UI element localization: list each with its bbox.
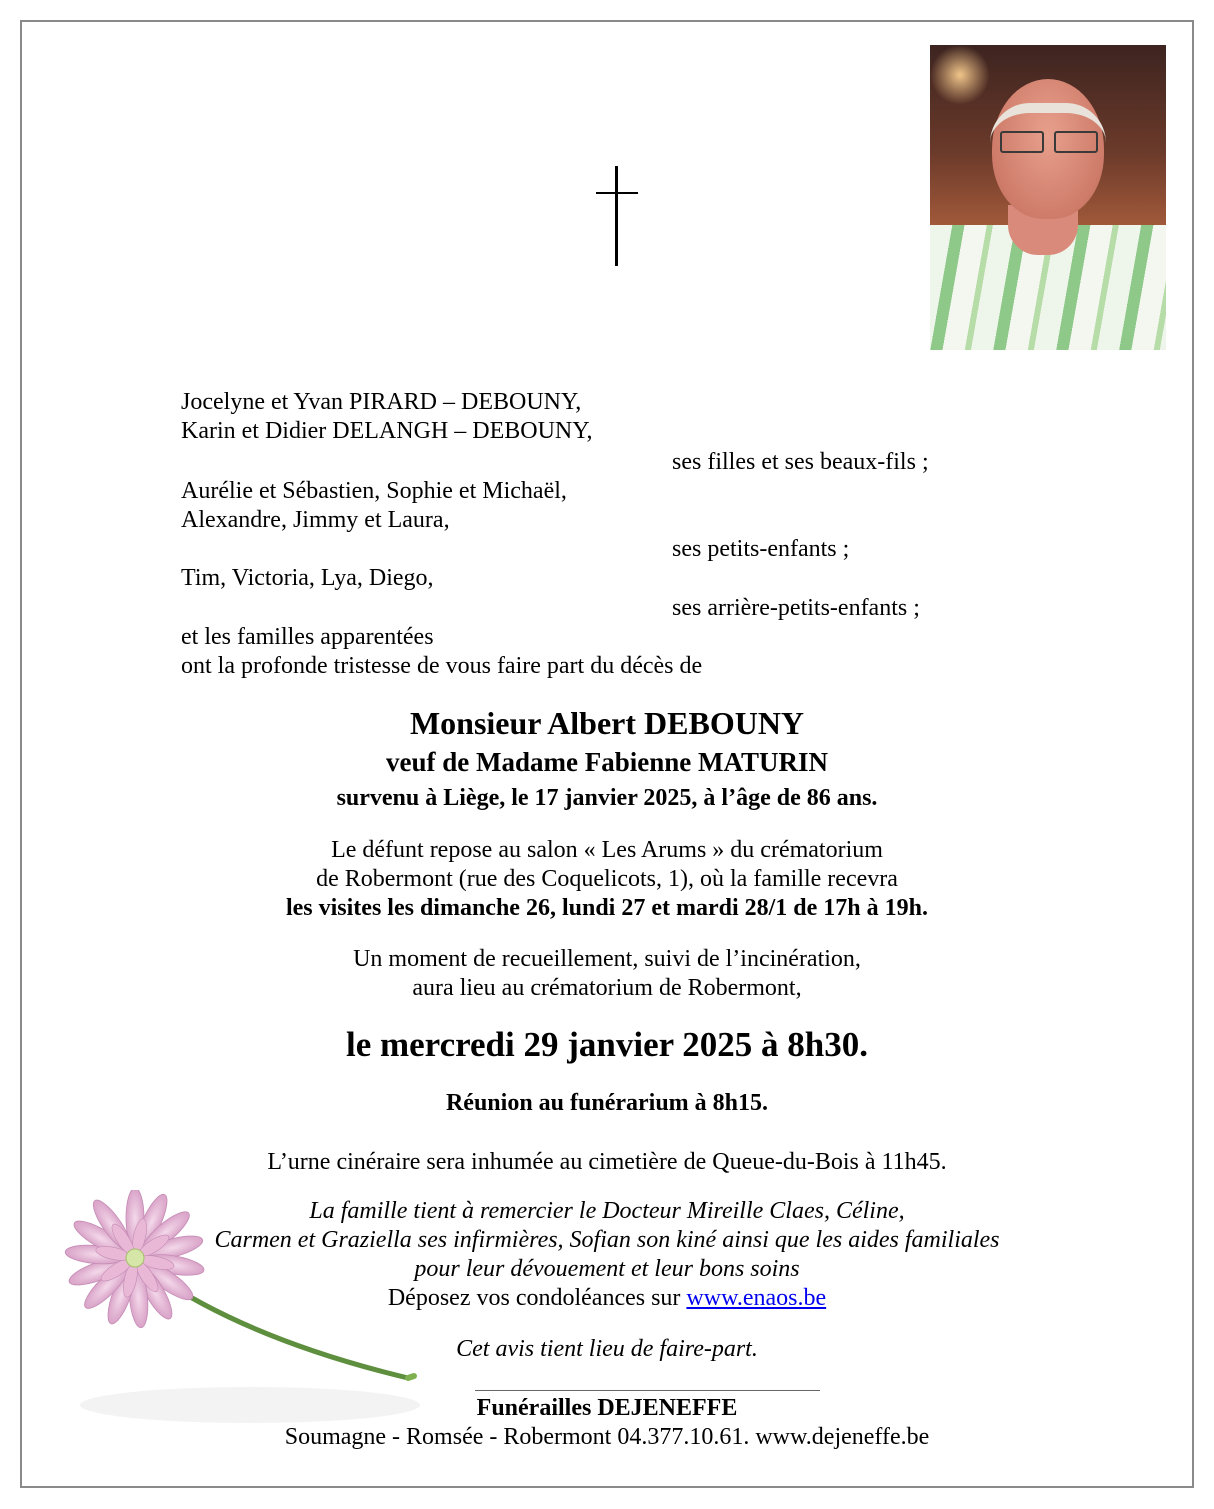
family-line-5: Tim, Victoria, Lya, Diego, <box>181 565 434 591</box>
family-role-daughters: ses filles et ses beaux-fils ; <box>672 449 929 475</box>
family-line-6: et les familles apparentées <box>181 624 434 650</box>
funeral-home-name: Funérailles DEJENEFFE <box>476 1395 738 1421</box>
ceremony-line-1: Un moment de recueillement, suivi de l’incinération, <box>353 946 861 972</box>
family-role-grandchildren: ses petits-enfants ; <box>672 536 850 562</box>
family-role-great-grandchildren: ses arrière-petits-enfants ; <box>672 595 920 621</box>
visits-line-1: Le défunt repose au salon « Les Arums » du crématorium <box>331 837 883 863</box>
family-line-1: Jocelyne et Yvan PIRARD – DEBOUNY, <box>181 389 582 415</box>
condolences-prefix: Déposez vos condoléances sur <box>387 1285 687 1311</box>
ceremony-meeting: Réunion au funérarium à 8h15. <box>445 1090 769 1116</box>
notice-text: Cet avis tient lieu de faire-part. <box>456 1336 758 1362</box>
funeral-home-contact: Soumagne - Romsée - Robermont 04.377.10.61. www.dejeneffe.be <box>284 1424 930 1450</box>
ceremony-line-2: aura lieu au crématorium de Robermont, <box>412 975 802 1001</box>
deceased-widower: veuf de Madame Fabienne MATURIN <box>386 747 828 777</box>
thanks-line-3: pour leur dévouement et leur bons soins <box>414 1256 800 1282</box>
family-line-4: Alexandre, Jimmy et Laura, <box>181 507 450 533</box>
family-line-2: Karin et Didier DELANGH – DEBOUNY, <box>181 418 593 444</box>
visits-line-2: de Robermont (rue des Coquelicots, 1), où la famille recevra <box>316 866 898 892</box>
divider <box>475 1390 820 1391</box>
ceremony-date: le mercredi 29 janvier 2025 à 8h30. <box>345 1025 868 1064</box>
deceased-name: Monsieur Albert DEBOUNY <box>409 705 805 741</box>
family-line-3: Aurélie et Sébastien, Sophie et Michaël, <box>181 478 567 504</box>
portrait-photo <box>930 45 1166 350</box>
deceased-death: survenu à Liège, le 17 janvier 2025, à l’âge de 86 ans. <box>336 785 878 811</box>
family-line-7: ont la profonde tristesse de vous faire part du décès de <box>181 653 703 679</box>
condolences-link[interactable]: www.enaos.be <box>686 1285 827 1311</box>
ceremony-urn: L’urne cinéraire sera inhumée au cimetière de Queue-du-Bois à 11h45. <box>267 1149 947 1175</box>
cross-icon <box>596 166 638 266</box>
thanks-line-2: Carmen et Graziella ses infirmières, Sofian son kiné ainsi que les aides familiales <box>214 1227 1000 1253</box>
visits-line-3: les visites les dimanche 26, lundi 27 et mardi 28/1 de 17h à 19h. <box>285 895 929 921</box>
thanks-line-1: La famille tient à remercier le Docteur Mireille Claes, Céline, <box>309 1198 905 1224</box>
flower-icon <box>50 1190 430 1450</box>
